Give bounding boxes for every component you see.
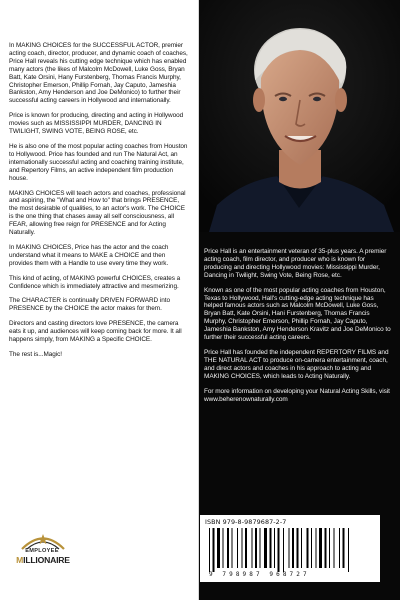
- barcode-bar: [311, 528, 312, 568]
- barcode-bar: [245, 528, 247, 568]
- left-paragraph-5: In MAKING CHOICES, Price has the actor and the coach understand what it means to MAKE a CHOICE and then provides them with a Handle to use every time they work.: [9, 243, 169, 267]
- barcode-bar: [274, 528, 275, 568]
- author-bio: [204, 248, 392, 410]
- barcode-bar: [260, 528, 261, 568]
- author-photo: [199, 0, 400, 232]
- barcode-bar: [348, 528, 349, 572]
- barcode-icon: [205, 528, 375, 572]
- left-paragraph-2: Price is known for producing, directing and acting in Hollywood movies such as MISSISSIPPI MURDER, DANCING IN TWILIGHT, SWING VOTE, BEING ROSE, etc.: [9, 112, 184, 136]
- isbn-text: ISBN 979-8-9879687-2-7: [205, 518, 287, 526]
- isbn-barcode: [200, 515, 380, 582]
- barcode-bar: [217, 528, 220, 568]
- left-paragraph-3: He is also one of the most popular acting coaches from Houston to Hollywood. Price has founded and run The Natural Act, an internationally successful acting and coaching training institute, and Repertory Films, an active independent film production house.: [9, 142, 188, 182]
- right-paragraph-4: For more information on developing your Natural Acting Skills, visit www.beherenownaturally.com: [204, 387, 390, 403]
- left-panel: [0, 0, 199, 600]
- barcode-bar: [252, 528, 253, 568]
- barcode-digits: 9 798987 968727: [209, 571, 310, 578]
- barcode-bar: [227, 528, 229, 568]
- barcode-bar: [325, 528, 327, 568]
- barcode-bar: [289, 528, 290, 568]
- barcode-bar: [316, 528, 317, 568]
- barcode-bar: [213, 528, 215, 572]
- barcode-bar: [270, 528, 272, 568]
- barcode-bar: [339, 528, 340, 568]
- barcode-bar: [242, 528, 243, 568]
- left-paragraph-4: MAKING CHOICES will teach actors and coaches, professional and aspiring, the "What and How to" that brings PRESENCE, the most desirable of qualities, to an actor's work. The CHOICE is the one thing that chases away all self consciousness, all FEAR, allowing free reign for PRESENCE and for Acting Naturally.: [9, 189, 186, 237]
- author-portrait-icon: [199, 0, 400, 232]
- barcode-bar: [278, 528, 280, 572]
- barcode-bar: [209, 528, 210, 572]
- right-paragraph-1: Price Hall is an entertainment veteran of 35-plus years. A premier acting coach, film director, and producer who is known for producing and directing Hollywood movies: Mississippi Murder, Dancing in Twilight, Swing Vote, Being Rose, etc.: [204, 248, 387, 279]
- left-paragraph-7: The CHARACTER is continually DRIVEN FORWARD into PRESENCE by the CHOICE the actor makes for them.: [9, 297, 170, 313]
- logo-line-1: EMPLOYEE: [25, 548, 59, 554]
- barcode-bar: [292, 528, 294, 568]
- left-paragraph-9: The rest is...Magic!: [9, 351, 62, 358]
- barcode-bar: [264, 528, 267, 568]
- barcode-bar: [297, 528, 299, 568]
- left-paragraph-1: In MAKING CHOICES for the SUCCESSFUL ACTOR, premier acting coach, director, producer, and dynamic coach of coaches, Price Hall reveals his cutting edge technique which has enabled many actors (the likes of Malcolm McDowell, Luke Goss, Bryan Batt, Kate Orsini, Hany Furstenberg, Thomas Francis Murphy, Christopher Emerson, Phillip Fornah, Jay Caputo, Jameshia Bankston, Amy Henderson and Joe DeMonico) to further their successful acting careers in Hollywood and internationally.: [9, 42, 188, 105]
- barcode-bar: [255, 528, 257, 568]
- right-paragraph-2: Known as one of the most popular acting coaches from Houston, Texas to Hollywood, Hall's cutting-edge acting technique has helped famous actors such as Malcolm McDowell, Luke Goss, Bryan Batt, Kate Orsini, Hani Furstenberg, Thomas Francis Murphy, Christopher Emerson, Phillip Fornah, Jay Caputo, Jameshia Bankston, Amy Henderson Kravitz and Joe DeMonico to further their successful acting careers.: [204, 286, 391, 342]
- right-panel: [199, 0, 400, 600]
- barcode-bar: [237, 528, 238, 568]
- left-paragraph-6: This kind of acting, of MAKING powerful CHOICES, creates a Confidence which is immediately attractive and mesmerizing.: [9, 274, 181, 290]
- barcode-bar: [319, 528, 322, 568]
- left-paragraph-8: Directors and casting directors love PRESENCE, the camera eats it up, and audiences will keep coming back for more. It all happens simply, from MAKING a Specific CHOICE.: [9, 320, 182, 344]
- barcode-bar: [283, 528, 284, 572]
- logo-line-2: MILLIONAIRE: [16, 555, 70, 565]
- barcode-bar: [307, 528, 309, 568]
- right-paragraph-3: Price Hall has founded the independent REPERTORY FILMS and THE NATURAL ACT to produce on-camera entertainment, coach, and direct actors and coaches in his approach to acting and MAKING CHOICES, which leads to Acting Naturally.: [204, 348, 389, 380]
- logo-line-2-text: ILLIONAIRE: [23, 555, 70, 565]
- barcode-bar: [223, 528, 224, 568]
- barcode-bar: [343, 528, 345, 568]
- barcode-bar: [232, 528, 233, 568]
- barcode-bar: [334, 528, 335, 568]
- barcode-bar: [329, 528, 330, 568]
- employee-illionaire-logo: [14, 532, 72, 580]
- barcode-bar: [301, 528, 302, 568]
